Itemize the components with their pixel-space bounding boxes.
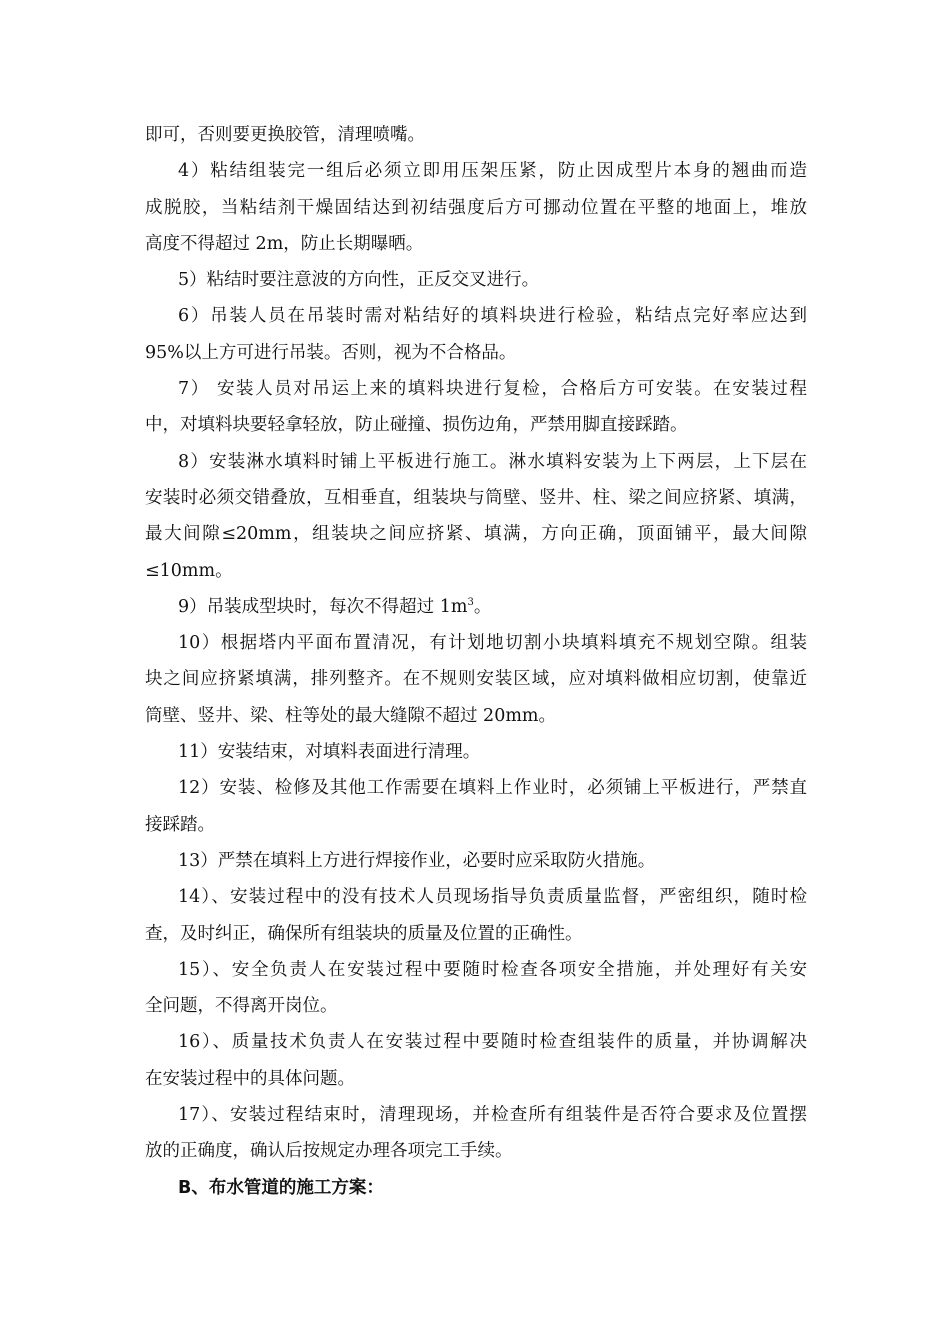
paragraph-line: 12）安装、检修及其他工作需要在填料上作业时，必须铺上平板进行，严禁直 bbox=[178, 778, 807, 799]
period: 。 bbox=[473, 596, 492, 617]
paragraph-line: 17）、安装过程结束时，清理现场，并检查所有组装件是否符合要求及位置摆 bbox=[178, 1105, 807, 1126]
paragraph-line: 中，对填料块要轻拿轻放，防止碰撞、损伤边角，严禁用脚直接踩踏。 bbox=[145, 415, 688, 436]
paragraph-line: 7） 安装人员对吊运上来的填料块进行复检，合格后方可安装。在安装过程 bbox=[178, 379, 807, 400]
paragraph-line: 16）、质量技术负责人在安装过程中要随时检查组装件的质量，并协调解决 bbox=[178, 1032, 807, 1053]
paragraph-line: 在安装过程中的具体问题。 bbox=[145, 1068, 355, 1089]
paragraph-line: 全问题，不得离开岗位。 bbox=[145, 996, 338, 1017]
paragraph-line: 块之间应挤紧填满，排列整齐。在不规则安装区域，应对填料做相应切割，使靠近 bbox=[145, 669, 807, 690]
paragraph-line: 高度不得超过 2m，防止长期曝晒。 bbox=[145, 233, 424, 254]
paragraph-line: 15）、安全负责人在安装过程中要随时检查各项安全措施，并处理好有关安 bbox=[178, 959, 807, 980]
document-body bbox=[145, 117, 807, 1206]
paragraph-line: ≤10mm。 bbox=[145, 560, 233, 581]
paragraph-line: 4）粘结组装完一组后必须立即用压架压紧，防止因成型片本身的翘曲而造 bbox=[178, 161, 807, 182]
paragraph-line: 即可，否则要更换胶管，清理喷嘴。 bbox=[145, 125, 425, 145]
m3-text: 9）吊装成型块时，每次不得超过 1m bbox=[178, 596, 468, 617]
paragraph-line: 放的正确度，确认后按规定办理各项完工手续。 bbox=[145, 1141, 513, 1162]
paragraph-line: 筒壁、竖井、梁、柱等处的最大缝隙不超过 20mm。 bbox=[145, 705, 557, 726]
paragraph-line: 查，及时纠正，确保所有组装块的质量及位置的正确性。 bbox=[145, 923, 583, 944]
paragraph-line: 14）、安装过程中的没有技术人员现场指导负责质量监督，严密组织，随时检 bbox=[178, 887, 807, 908]
paragraph-line: 10）根据塔内平面布置清况，有计划地切割小块填料填充不规划空隙。组装 bbox=[178, 633, 807, 654]
paragraph-line: 6）吊装人员在吊装时需对粘结好的填料块进行检验，粘结点完好率应达到 bbox=[178, 306, 807, 327]
paragraph-line: 13）严禁在填料上方进行焊接作业，必要时应采取防火措施。 bbox=[178, 850, 656, 871]
superscript-three: 3 bbox=[467, 597, 474, 609]
paragraph-line-m3 bbox=[145, 589, 807, 625]
paragraph-line: 5）粘结时要注意波的方向性，正反交叉进行。 bbox=[178, 270, 540, 291]
paragraph-line: 成脱胶，当粘结剂干燥固结达到初结强度后方可挪动位置在平整的地面上，堆放 bbox=[145, 197, 807, 218]
paragraph-line: 95%以上方可进行吊装。否则，视为不合格品。 bbox=[145, 342, 517, 363]
paragraph-line: 最大间隙≤20mm，组装块之间应挤紧、填满，方向正确，顶面铺平，最大间隙 bbox=[145, 524, 807, 545]
paragraph-line: 11）安装结束，对填料表面进行清理。 bbox=[178, 742, 481, 763]
paragraph-line: 接踩踏。 bbox=[145, 814, 215, 835]
paragraph-line: 安装时必须交错叠放，互相垂直，组装块与筒壁、竖井、柱、梁之间应挤紧、填满， bbox=[145, 487, 807, 508]
section-heading: B、布水管道的施工方案： bbox=[178, 1177, 384, 1198]
paragraph-line: 8）安装淋水填料时铺上平板进行施工。淋水填料安装为上下两层，上下层在 bbox=[178, 451, 807, 472]
